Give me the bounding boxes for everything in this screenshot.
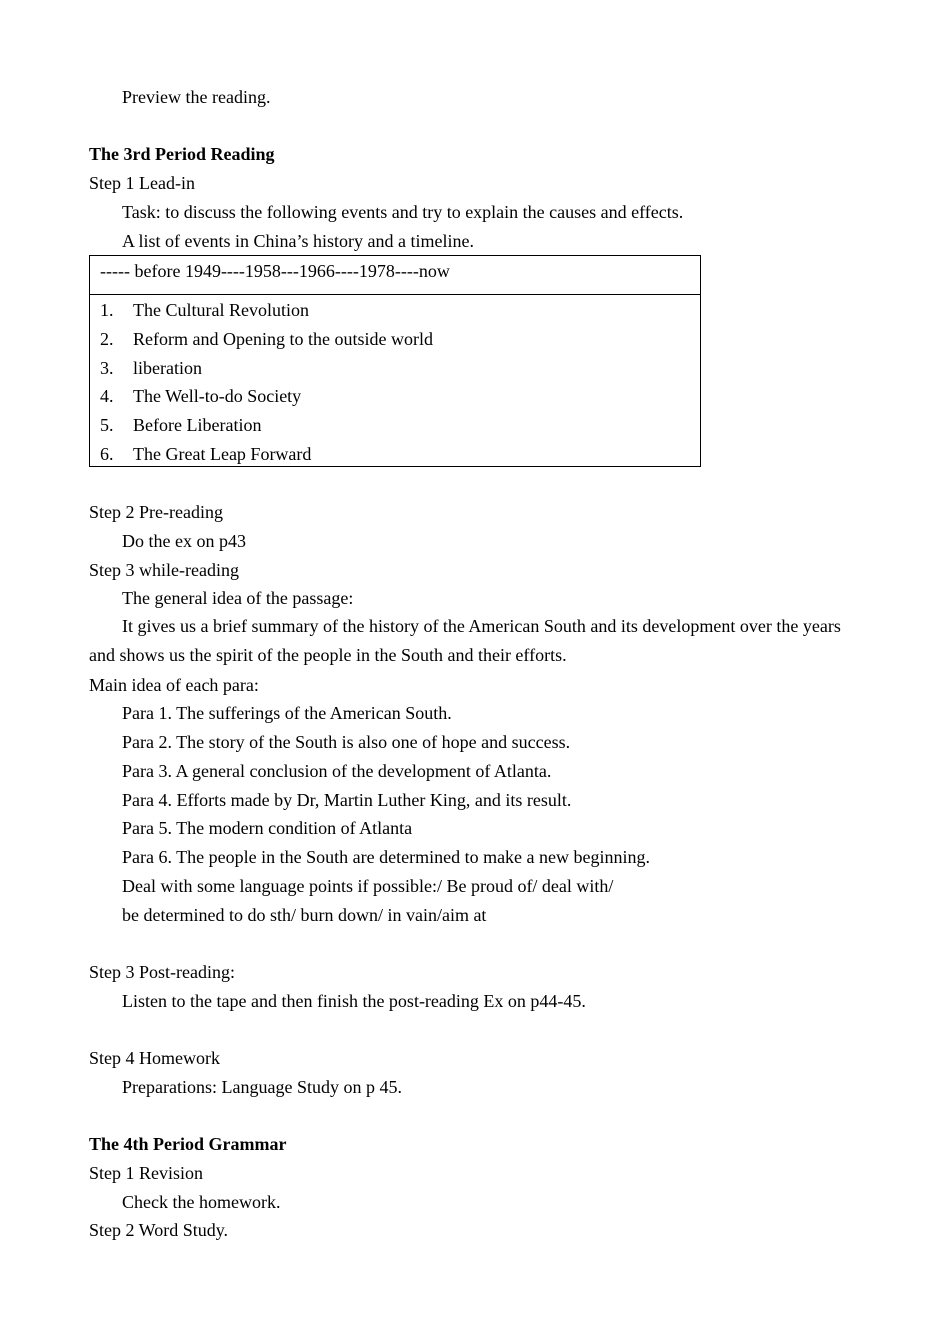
language-points-2: be determined to do sth/ burn down/ in vain/aim at (122, 905, 487, 925)
post-reading-text: Listen to the tape and then finish the post-reading Ex on p44-45. (122, 991, 586, 1011)
revision-heading: Step 1 Revision (89, 1163, 204, 1183)
timeline-row (90, 256, 700, 295)
step1-heading: Step 1 Lead-in (89, 173, 195, 193)
para-item: Para 3. A general conclusion of the development of Atlanta. (122, 761, 552, 781)
para-item: Para 5. The modern condition of Atlanta (122, 818, 413, 838)
general-idea-text: It gives us a brief summary of the history of the American South and its development over the years and shows us the spirit of the people in the South and their efforts. (89, 616, 841, 665)
language-points-1: Deal with some language points if possible:/ Be proud of/ deal with/ (122, 876, 614, 896)
para-item: Para 2. The story of the South is also one of hope and success. (122, 732, 571, 752)
word-study-heading: Step 2 Word Study. (89, 1220, 229, 1240)
para-item: Para 1. The sufferings of the American South. (122, 703, 452, 723)
preview-text: Preview the reading. (122, 87, 271, 107)
homework-text: Preparations: Language Study on p 45. (122, 1077, 402, 1097)
main-idea-label: Main idea of each para: (89, 675, 259, 695)
step2-text: Do the ex on p43 (122, 531, 246, 551)
step3-heading: Step 3 while-reading (89, 560, 239, 580)
general-idea-label: The general idea of the passage: (122, 588, 354, 608)
para-item: Para 4. Efforts made by Dr, Martin Luther King, and its result. (122, 790, 572, 810)
step1-task: Task: to discuss the following events and try to explain the causes and effects. (122, 202, 684, 222)
revision-text: Check the homework. (122, 1192, 281, 1212)
timeline-text: ----- before 1949----1958---1966----1978----now (100, 261, 450, 281)
period3-heading: The 3rd Period Reading (89, 144, 275, 164)
timeline-table (89, 255, 701, 467)
para-item: Para 6. The people in the South are determined to make a new beginning. (122, 847, 651, 867)
homework-heading: Step 4 Homework (89, 1048, 220, 1068)
step2-heading: Step 2 Pre-reading (89, 502, 223, 522)
event-item: 1. The Cultural Revolution (100, 300, 309, 320)
event-item: 6. The Great Leap Forward (100, 444, 312, 464)
period4-heading: The 4th Period Grammar (89, 1134, 287, 1154)
post-reading-heading: Step 3 Post-reading: (89, 962, 235, 982)
event-item: 4. The Well-to-do Society (100, 386, 302, 406)
event-item: 5. Before Liberation (100, 415, 262, 435)
step1-list-intro: A list of events in China’s history and a timeline. (122, 231, 474, 251)
event-item: 3. liberation (100, 358, 202, 378)
event-item: 2. Reform and Opening to the outside world (100, 329, 433, 349)
